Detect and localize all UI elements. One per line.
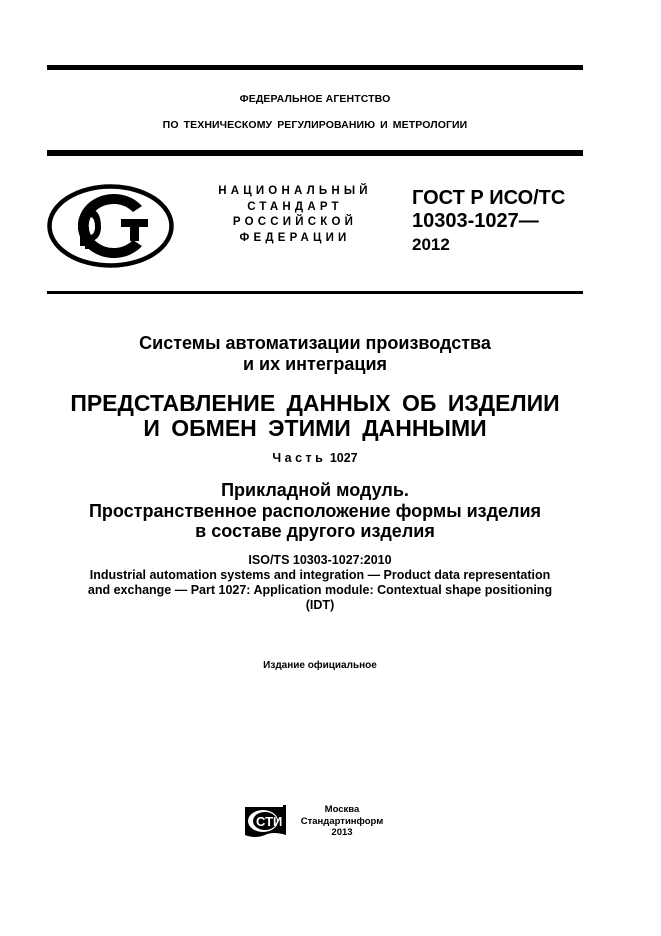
main-title [40, 391, 590, 441]
main-title-line-2: И ОБМЕН ЭТИМИ ДАННЫМИ [143, 415, 487, 441]
national-standard-line: НАЦИОНАЛЬНЫЙ [218, 185, 372, 197]
national-standard-line: РОССИЙСКОЙ [232, 216, 358, 228]
part-word: Часть [272, 451, 327, 465]
svg-text:СТИ: СТИ [256, 814, 283, 829]
series-title-line-2: и их интеграция [242, 354, 388, 374]
top-rule [47, 65, 583, 70]
standartinform-logo-icon [243, 804, 287, 838]
module-title [40, 480, 590, 542]
edition-label: Издание официальное [263, 660, 377, 671]
designation-line-1: ГОСТ Р ИСО/ТС [412, 187, 566, 209]
designation-line-2: 10303-1027— [412, 210, 539, 232]
iso-equivalence: (IDT) [305, 598, 335, 612]
part-number: 1027 [329, 451, 358, 465]
national-standard-label [200, 184, 390, 246]
agency-name-line-2: ПО ТЕХНИЧЕСКОМУ РЕГУЛИРОВАНИЮ И МЕТРОЛОГИИ [162, 119, 468, 131]
module-title-line-3: в составе другого изделия [195, 521, 435, 541]
national-standard-line: ФЕДЕРАЦИИ [239, 231, 351, 244]
agency-name-line-1: ФЕДЕРАЛЬНОЕ АГЕНТСТВО [239, 93, 391, 105]
lower-rule [47, 291, 583, 294]
part-label [40, 451, 590, 465]
publisher-text [297, 804, 387, 839]
iso-reference [50, 553, 590, 613]
standard-designation [412, 187, 565, 256]
iso-code: ISO/TS 10303-1027:2010 [248, 553, 392, 567]
module-title-line-2: Пространственное расположение формы изделия [88, 500, 542, 521]
rst-gost-emblem-icon [47, 184, 174, 268]
national-standard-line: СТАНДАРТ [247, 200, 343, 213]
series-title [40, 333, 590, 375]
middle-rule [47, 150, 583, 156]
series-title-line-1: Системы автоматизации производства [139, 333, 491, 353]
publisher-city: Москва [324, 804, 360, 815]
designation-year: 2012 [412, 235, 450, 254]
iso-english-title-line-1: Industrial automation systems and integration — Product data representation [89, 568, 551, 582]
publisher-name: Стандартинформ [300, 815, 384, 827]
iso-english-title-line-2: and exchange — Part 1027: Application module: Contextual shape positioning [87, 583, 553, 597]
publisher-block [243, 802, 393, 842]
publisher-year: 2013 [331, 827, 353, 838]
main-title-line-1: ПРЕДСТАВЛЕНИЕ ДАННЫХ ОБ ИЗДЕЛИИ [70, 390, 560, 416]
module-title-line-1: Прикладной модуль. [221, 480, 409, 500]
